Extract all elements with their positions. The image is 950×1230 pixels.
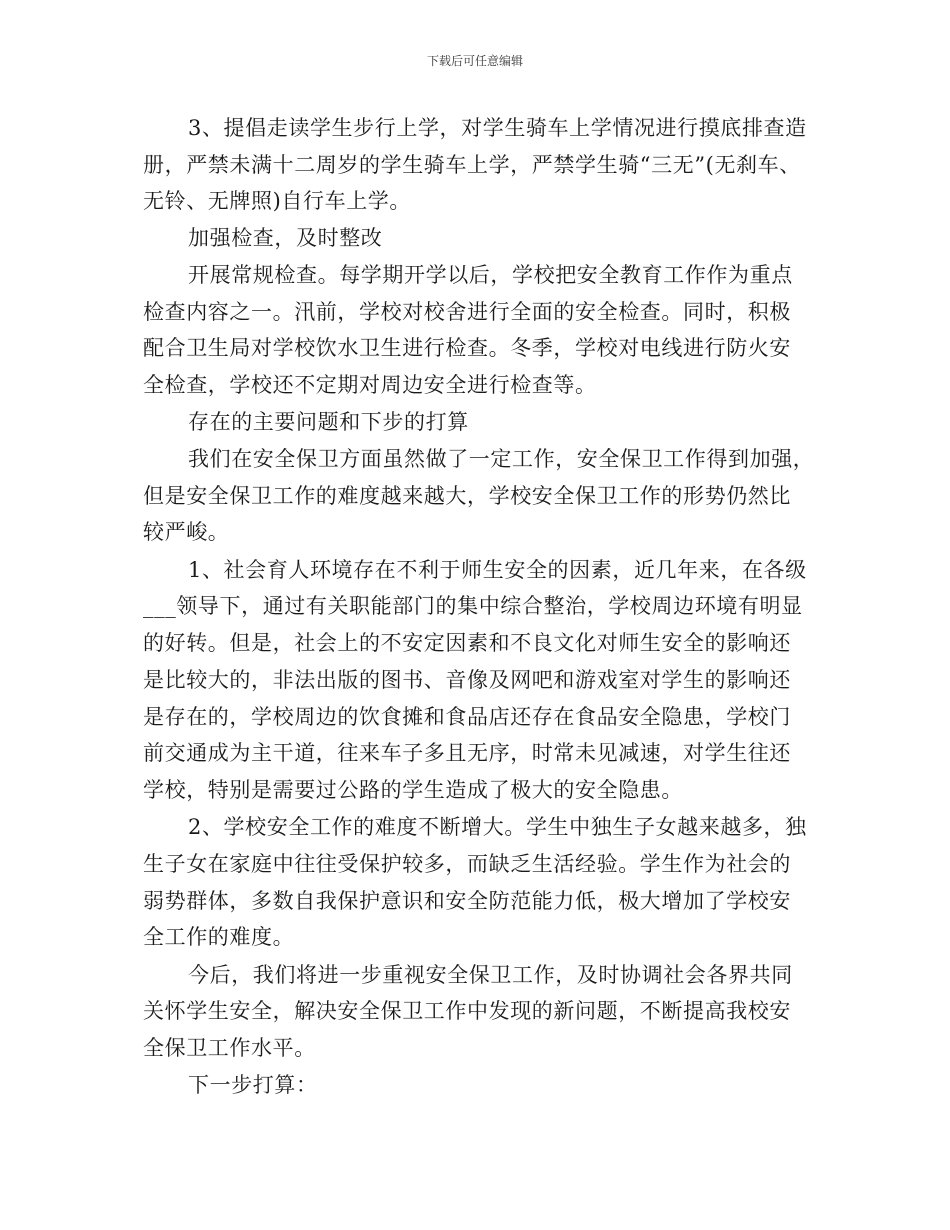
text-line: 的好转。但是，社会上的不安定因素和不良文化对师生安全的影响还 xyxy=(143,631,791,655)
text-line: 检查内容之一。汛前，学校对校舍进行全面的安全检查。同时，积极 xyxy=(143,300,791,324)
text-line: ___领导下，通过有关职能部门的集中综合整治，学校周边环境有明显 xyxy=(143,594,803,618)
text-line: 无铃、无牌照)自行车上学。 xyxy=(143,189,411,213)
text-line: 弱势群体，多数自我保护意识和安全防范能力低，极大增加了学校安 xyxy=(143,889,791,913)
text-line: 开展常规检查。每学期开学以后，学校把安全教育工作作为重点 xyxy=(188,263,793,287)
text-line: 2、学校安全工作的难度不断增大。学生中独生子女越来越多，独 xyxy=(188,815,807,839)
text-line: 较严峻。 xyxy=(143,520,230,544)
text-line: 是比较大的，非法出版的图书、音像及网吧和游戏室对学生的影响还 xyxy=(143,668,791,692)
text-line: 生子女在家庭中往往受保护较多，而缺乏生活经验。学生作为社会的 xyxy=(143,852,791,876)
section-heading: 加强检查，及时整改 xyxy=(188,226,383,250)
text-line: 全检查，学校还不定期对周边安全进行检查等。 xyxy=(143,373,597,397)
text-line: 册，严禁未满十二周岁的学生骑车上学，严禁学生骑“三无”(无刹车、 xyxy=(143,153,801,177)
text-line: 关怀学生安全，解决安全保卫工作中发现的新问题，不断提高我校安 xyxy=(143,999,791,1023)
text-line: 今后，我们将进一步重视安全保卫工作，及时协调社会各界共同 xyxy=(188,963,793,987)
page-header: 下载后可任意编辑 xyxy=(426,54,523,68)
text-line: 3、提倡走读学生步行上学，对学生骑车上学情况进行摸底排查造 xyxy=(188,116,807,140)
text-line: 是存在的，学校周边的饮食摊和食品店还存在食品安全隐患，学校门 xyxy=(143,705,791,729)
section-heading: 存在的主要问题和下步的打算 xyxy=(188,410,469,434)
text-line: 前交通成为主干道，往来车子多且无序，时常未见减速，对学生往还 xyxy=(143,741,791,765)
text-line: 配合卫生局对学校饮水卫生进行检查。冬季，学校对电线进行防火安 xyxy=(143,336,791,360)
text-line: 1、社会育人环境存在不利于师生安全的因素，近几年来，在各级 xyxy=(188,558,807,582)
text-line: 全工作的难度。 xyxy=(143,925,295,949)
text-line: 我们在安全保卫方面虽然做了一定工作，安全保卫工作得到加强， xyxy=(188,447,815,471)
text-line: 学校，特别是需要过公路的学生造成了极大的安全隐患。 xyxy=(143,778,683,802)
text-line: 但是安全保卫工作的难度越来越大，学校安全保卫工作的形势仍然比 xyxy=(143,484,791,508)
text-line: 全保卫工作水平。 xyxy=(143,1036,316,1060)
text-line: 下一步打算： xyxy=(188,1073,318,1097)
